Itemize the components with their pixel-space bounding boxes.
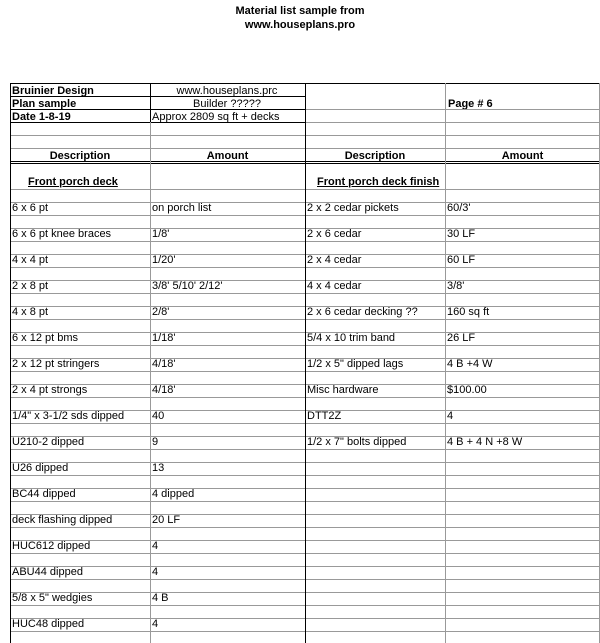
company-name: Bruinier Design [12,85,94,97]
left-row-amount: on porch list [152,202,212,214]
right-row-amount: 30 LF [447,228,476,240]
grid-line [10,96,305,97]
left-row-description: 6 x 12 pt bms [12,332,79,344]
left-row-description: U210-2 dipped [12,436,85,448]
left-row-amount: 1/18' [152,332,176,344]
right-section-heading: Front porch deck finish [317,176,440,188]
right-row-amount: 4 B + 4 N +8 W [447,436,523,448]
col-header-right-description: Description [344,150,406,162]
document-subtitle: www.houseplans.pro [244,19,356,31]
left-row-description: 4 x 4 pt [12,254,49,266]
right-row-description: 2 x 6 cedar [307,228,362,240]
left-row-amount: 4 [152,566,159,578]
left-row-amount: 1/8' [152,228,170,240]
right-row-description: DTT2Z [307,410,342,422]
right-row-amount: 3/8' [447,280,465,292]
size-cell: Approx 2809 sq ft + decks [152,111,280,123]
left-row-amount: 4 [152,618,159,630]
left-row-amount: 20 LF [152,514,181,526]
col-header-left-amount: Amount [206,150,249,162]
right-row-description: 2 x 6 cedar decking ?? [307,306,418,318]
right-row-description: 5/4 x 10 trim band [307,332,396,344]
left-section-heading: Front porch deck [28,176,118,188]
left-row-description: 6 x 6 pt [12,202,49,214]
right-row-amount: 4 [447,410,454,422]
left-row-description: deck flashing dipped [12,514,113,526]
grid-line [150,122,151,643]
left-row-description: 2 x 8 pt [12,280,49,292]
date-cell: Date 1-8-19 [12,111,71,123]
builder-cell: Builder ????? [193,98,261,110]
left-row-amount: 13 [152,462,165,474]
left-row-amount: 3/8' 5/10' 2/12' [152,280,223,292]
left-row-description: HUC48 dipped [12,618,85,630]
left-row-amount: 4 B [152,592,169,604]
left-row-description: 1/4" x 3-1/2 sds dipped [12,410,125,422]
left-row-amount: 2/8' [152,306,170,318]
right-row-description: 1/2 x 5" dipped lags [307,358,404,370]
right-row-description: 4 x 4 cedar [307,280,362,292]
col-header-left-description: Description [49,150,111,162]
grid-line [305,83,306,643]
left-row-description: 2 x 4 pt strongs [12,384,88,396]
right-row-description: 1/2 x 7" bolts dipped [307,436,407,448]
left-row-amount: 9 [152,436,159,448]
grid-line [305,122,600,123]
left-row-amount: 4 [152,540,159,552]
grid-line [10,109,305,110]
left-row-description: 6 x 6 pt knee braces [12,228,112,240]
left-row-description: 2 x 12 pt stringers [12,358,100,370]
left-row-description: 5/8 x 5" wedgies [12,592,93,604]
left-row-description: U26 dipped [12,462,69,474]
left-row-description: BC44 dipped [12,488,76,500]
col-header-right-amount: Amount [501,150,544,162]
left-row-amount: 4/18' [152,358,176,370]
right-row-amount: 4 B +4 W [447,358,493,370]
website-cell: www.houseplans.prc [176,85,278,97]
plan-label: Plan sample [12,98,77,110]
left-row-description: 4 x 8 pt [12,306,49,318]
left-row-description: HUC612 dipped [12,540,91,552]
grid-line [10,83,11,643]
page-number: Page # 6 [448,98,493,110]
left-row-amount: 4 dipped [152,488,195,500]
right-row-amount: 26 LF [447,332,476,344]
grid-line [445,83,446,643]
grid-line [305,109,600,110]
right-row-description: Misc hardware [307,384,379,396]
left-row-amount: 40 [152,410,165,422]
left-row-amount: 1/20' [152,254,176,266]
document-title: Material list sample from [235,5,365,17]
left-row-description: ABU44 dipped [12,566,83,578]
grid-line [10,122,305,123]
grid-line [150,83,151,123]
right-row-description: 2 x 2 cedar pickets [307,202,399,214]
right-row-description: 2 x 4 cedar [307,254,362,266]
right-row-amount: $100.00 [447,384,487,396]
right-row-amount: 160 sq ft [447,306,490,318]
right-row-amount: 60/3' [447,202,471,214]
right-row-amount: 60 LF [447,254,476,266]
left-row-amount: 4/18' [152,384,176,396]
